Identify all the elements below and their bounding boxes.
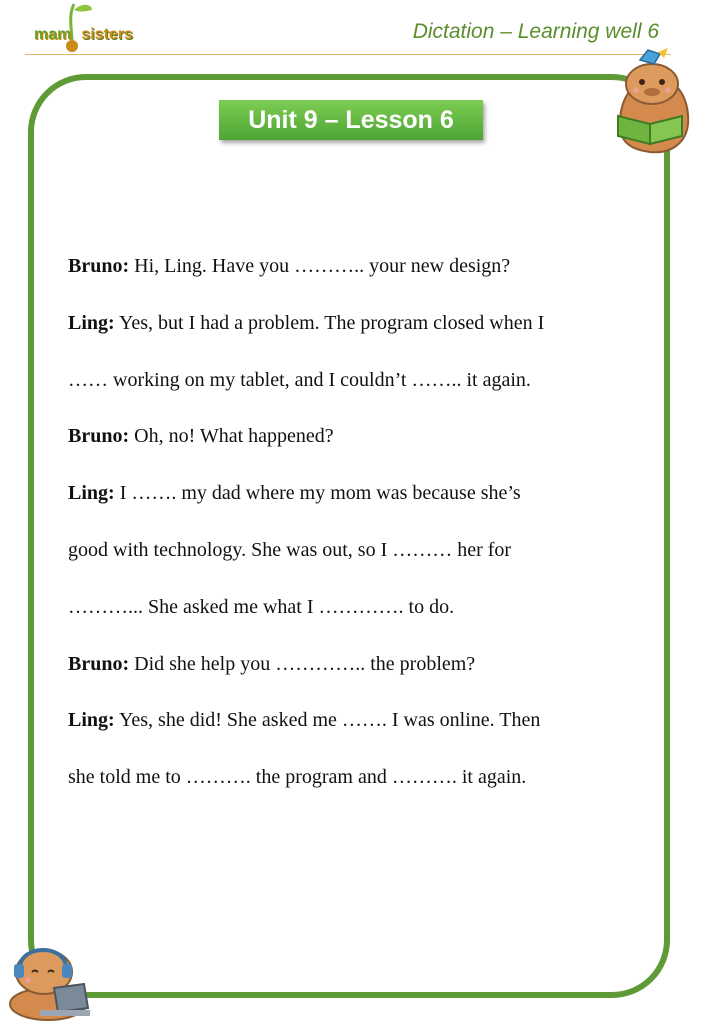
line-text: …… working on my tablet, and I couldn’t …….. it again. [68,368,531,391]
capybara-reading-book-icon [610,44,696,156]
logo-text-sisters: sisters [81,26,133,43]
dialogue-line [68,362,648,419]
line-text: Yes, she did! She asked me ……. I was online. Then [114,709,541,732]
lesson-title-banner: Unit 9 – Lesson 6 [219,100,483,140]
dialogue-line [68,702,648,759]
dictation-dialogue [68,248,648,816]
line-text: she told me to ………. the program and ………. it again. [68,766,527,789]
dialogue-line [68,475,648,532]
dialogue-line [68,532,648,589]
line-text: I ……. my dad where my mom was because she’s [114,482,521,505]
line-text: Did she help you ………….. the problem? [129,652,476,675]
speaker-name: Bruno: [68,652,130,675]
speaker-name: Bruno: [68,425,130,448]
line-text: Yes, but I had a problem. The program closed when I [114,311,545,334]
line-text: ………... She asked me what I …………. to do. [68,595,455,618]
speaker-name: Ling: [68,311,115,334]
logo-wordmark [34,26,133,44]
speaker-name: Ling: [68,709,115,732]
line-text: Hi, Ling. Have you ……….. your new design? [129,255,511,277]
header-divider [25,54,671,55]
dialogue-line [68,305,648,362]
worksheet-title: Dictation – Learning well 6 [412,20,659,43]
capybara-headphones-laptop-icon [4,938,92,1022]
dialogue-line [68,248,648,305]
dialogue-line [68,759,648,816]
speaker-name: Ling: [68,482,115,505]
dialogue-line [68,646,648,703]
logo-text-mam: mam [34,26,72,43]
line-text: Oh, no! What happened? [129,425,334,448]
line-text: good with technology. She was out, so I ……… her for [68,538,512,561]
dialogue-line [68,589,648,646]
speaker-name: Bruno: [68,255,130,277]
dialogue-line [68,418,648,475]
